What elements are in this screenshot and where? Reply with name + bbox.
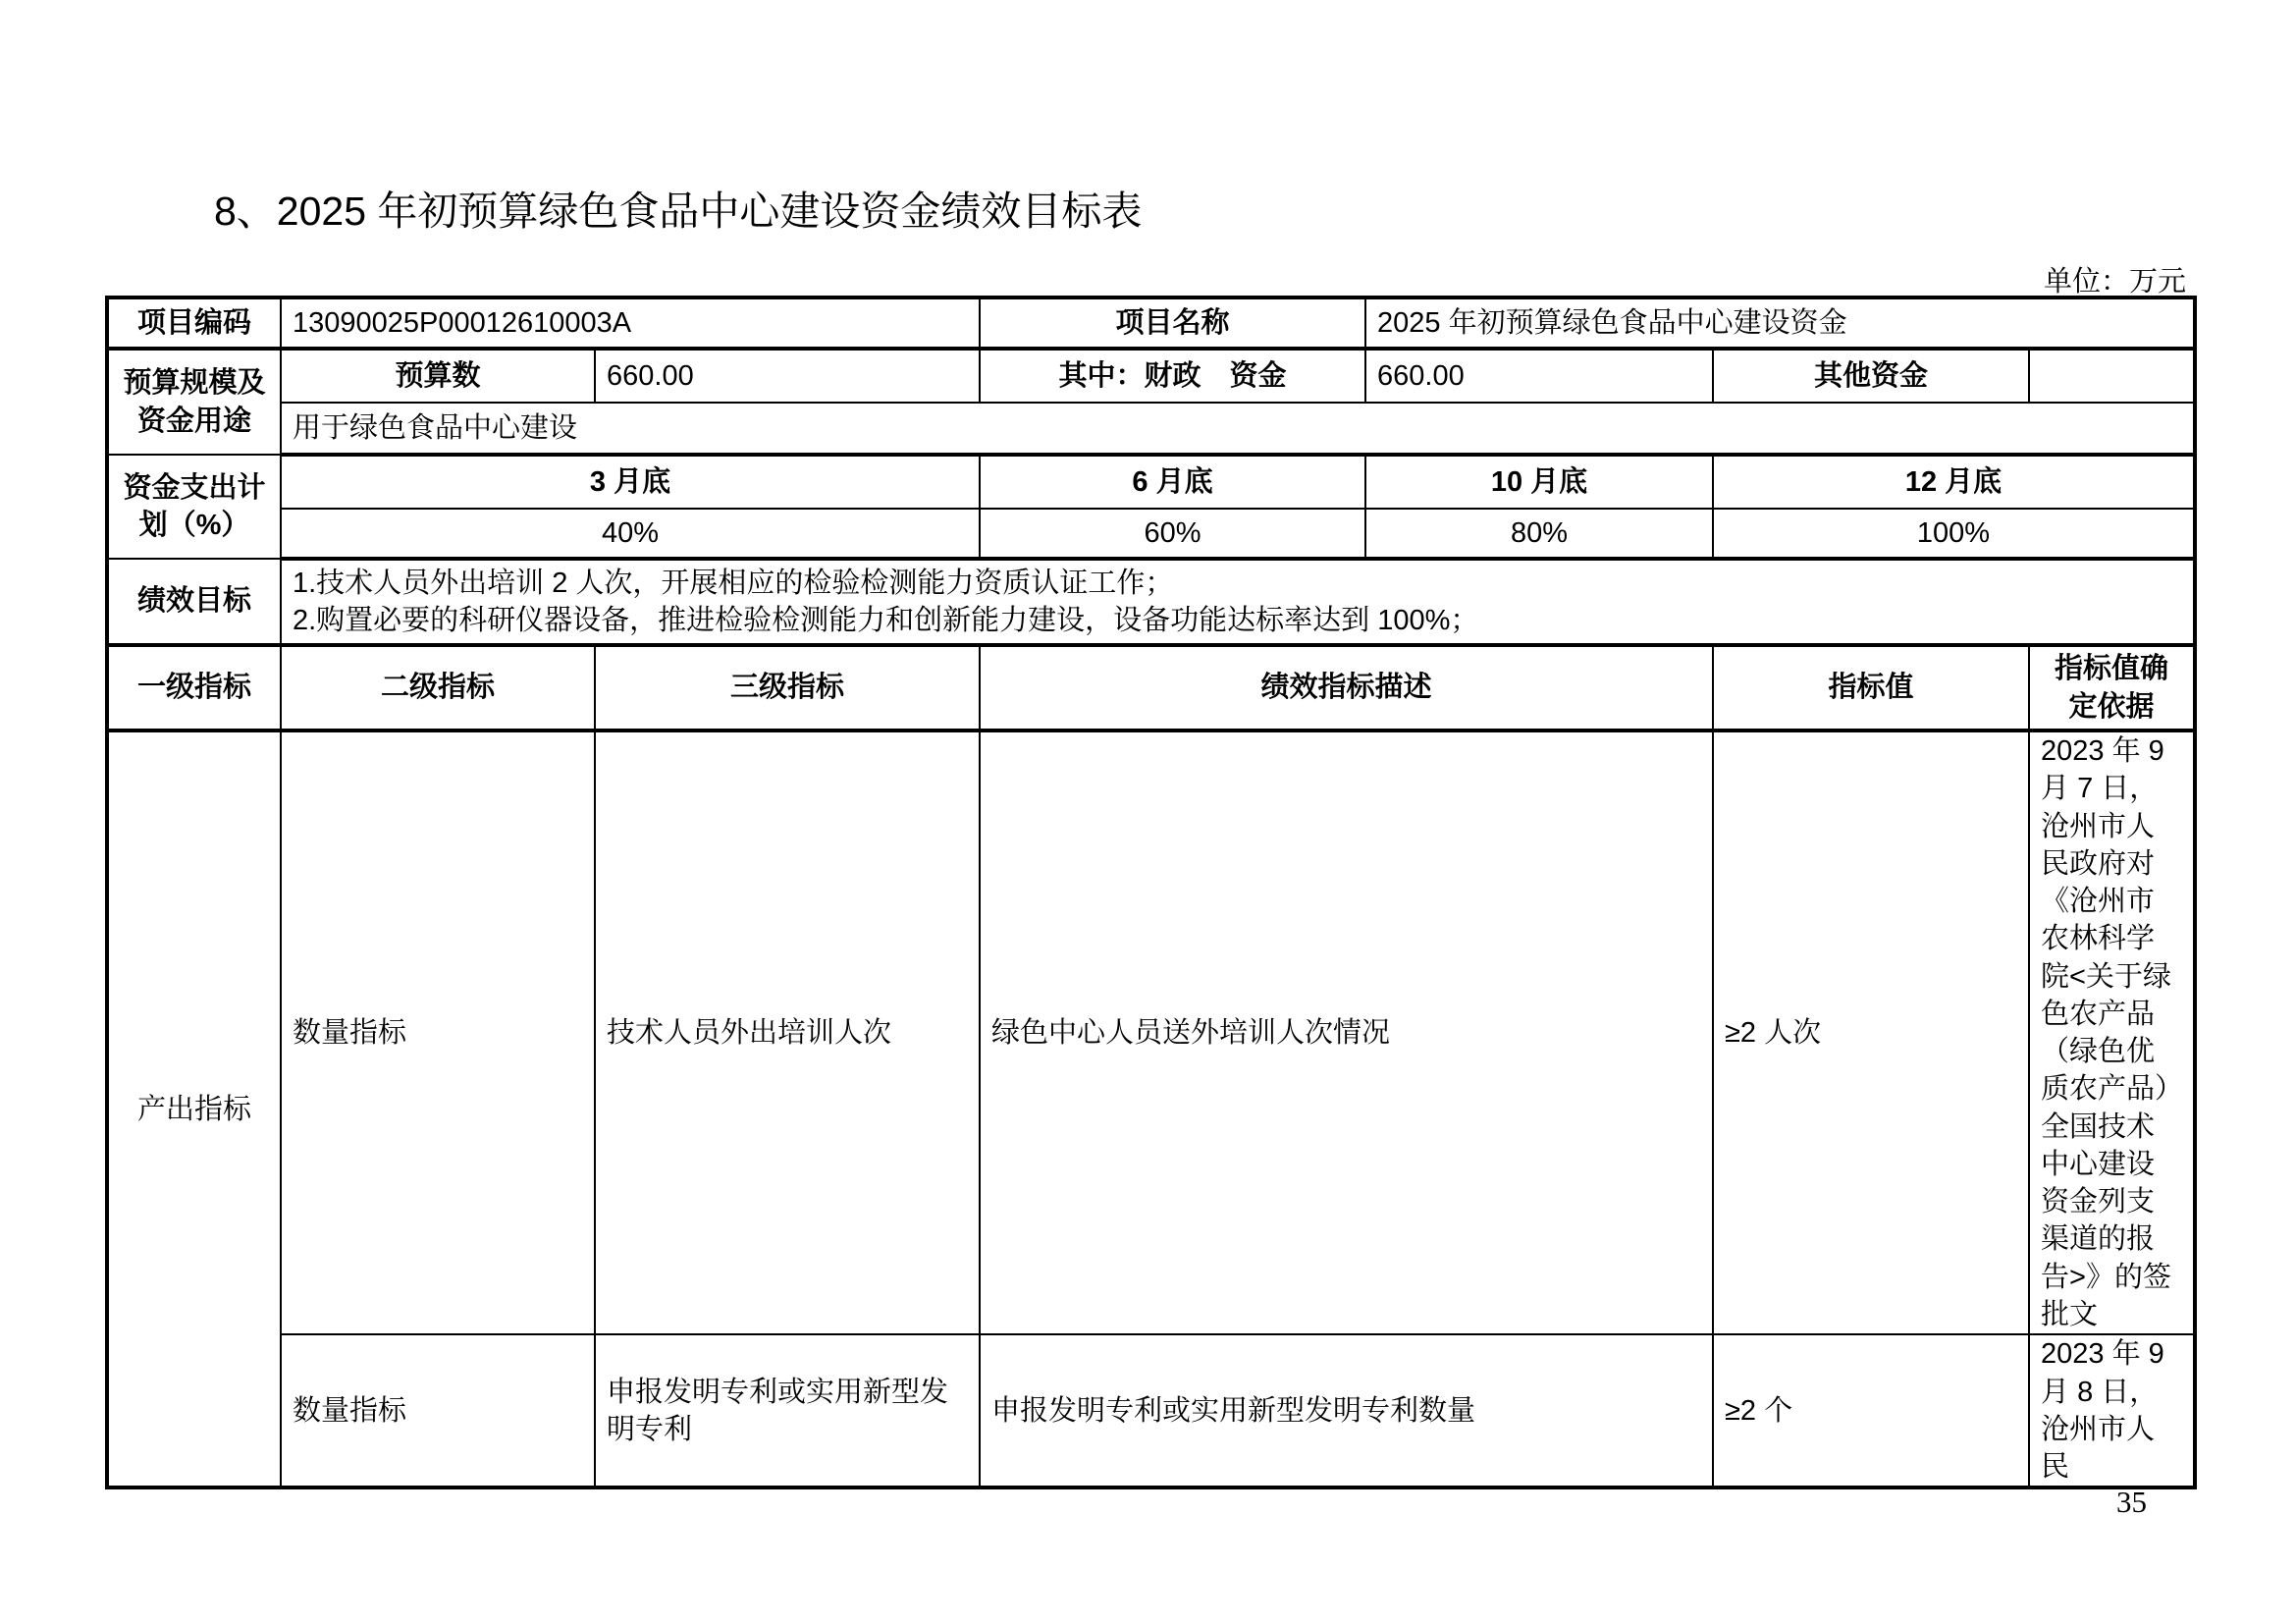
- row2-basis: 2023 年 9 月 8 日，沧州市人民: [2029, 1334, 2195, 1488]
- fund-use-row: [107, 403, 2195, 455]
- header-basis: 指标值确定依据: [2029, 645, 2195, 730]
- page-number: 35: [2116, 1485, 2147, 1519]
- budget-section-label: 预算规模及资金用途: [107, 349, 281, 455]
- level1-indicator: 产出指标: [107, 730, 281, 1488]
- row1-level3: 技术人员外出培训人次: [595, 730, 980, 1334]
- project-name-value: 2025 年初预算绿色食品中心建设资金: [1365, 298, 2195, 349]
- unit-note: 单位：万元: [2043, 266, 2186, 298]
- other-fund-value: [2029, 349, 2195, 403]
- budget-amount-label: 预算数: [281, 349, 595, 403]
- project-code-label: 项目编码: [107, 298, 281, 349]
- spending-period-4: 12 月底: [1713, 455, 2195, 509]
- goal-line-1: 1.技术人员外出培训 2 人次，开展相应的检验检测能力资质认证工作；: [293, 567, 1174, 599]
- spending-period-1: 3 月底: [281, 455, 980, 509]
- spending-period-2: 6 月底: [980, 455, 1365, 509]
- project-code-value: 13090025P00012610003A: [281, 298, 980, 349]
- header-description: 绩效指标描述: [980, 645, 1713, 730]
- goal-line-2: 2.购置必要的科研仪器设备，推进检验检测能力和创新能力建设，设备功能达标率达到 100%；: [293, 605, 1479, 636]
- header-level1: 一级指标: [107, 645, 281, 730]
- header-level3: 三级指标: [595, 645, 980, 730]
- spending-percent-3: 80%: [1365, 509, 1713, 559]
- indicator-row-1: [107, 730, 2195, 1334]
- project-name-label: 项目名称: [980, 298, 1365, 349]
- spending-percent-1: 40%: [281, 509, 980, 559]
- header-value: 指标值: [1713, 645, 2029, 730]
- row2-value: ≥2 个: [1713, 1334, 2029, 1488]
- spending-period-row: [107, 455, 2195, 509]
- spending-percent-4: 100%: [1713, 509, 2195, 559]
- row2-description: 申报发明专利或实用新型发明专利数量: [980, 1334, 1713, 1488]
- row1-basis: 2023 年 9 月 7 日，沧州市人民政府对《沧州市农林科学院<关于绿色农产品（绿色优质农产品）全国技术中心建设资金列支渠道的报告>》的签批文: [2029, 730, 2195, 1334]
- row2-level2: 数量指标: [281, 1334, 595, 1488]
- fiscal-fund-value: 660.00: [1365, 349, 1713, 403]
- indicator-row-2: [107, 1334, 2195, 1488]
- spending-percent-2: 60%: [980, 509, 1365, 559]
- row1-value: ≥2 人次: [1713, 730, 2029, 1334]
- goal-row: [107, 559, 2195, 645]
- budget-amount-value: 660.00: [595, 349, 980, 403]
- row1-description: 绿色中心人员送外培训人次情况: [980, 730, 1713, 1334]
- performance-target-table: [105, 296, 2197, 1489]
- goal-label: 绩效目标: [107, 559, 281, 645]
- spending-percent-row: [107, 509, 2195, 559]
- fund-use-value: 用于绿色食品中心建设: [281, 403, 2195, 455]
- project-row: [107, 298, 2195, 349]
- budget-amount-row: [107, 349, 2195, 403]
- header-level2: 二级指标: [281, 645, 595, 730]
- goal-content: [281, 559, 2195, 645]
- spending-period-3: 10 月底: [1365, 455, 1713, 509]
- fiscal-fund-label: 其中：财政 资金: [980, 349, 1365, 403]
- page-title: 8、2025 年初预算绿色食品中心建设资金绩效目标表: [214, 189, 1143, 234]
- spending-plan-label: 资金支出计划（%）: [107, 455, 281, 559]
- other-fund-label: 其他资金: [1713, 349, 2029, 403]
- row1-level2: 数量指标: [281, 730, 595, 1334]
- indicator-header-row: [107, 645, 2195, 730]
- row2-level3: 申报发明专利或实用新型发明专利: [595, 1334, 980, 1488]
